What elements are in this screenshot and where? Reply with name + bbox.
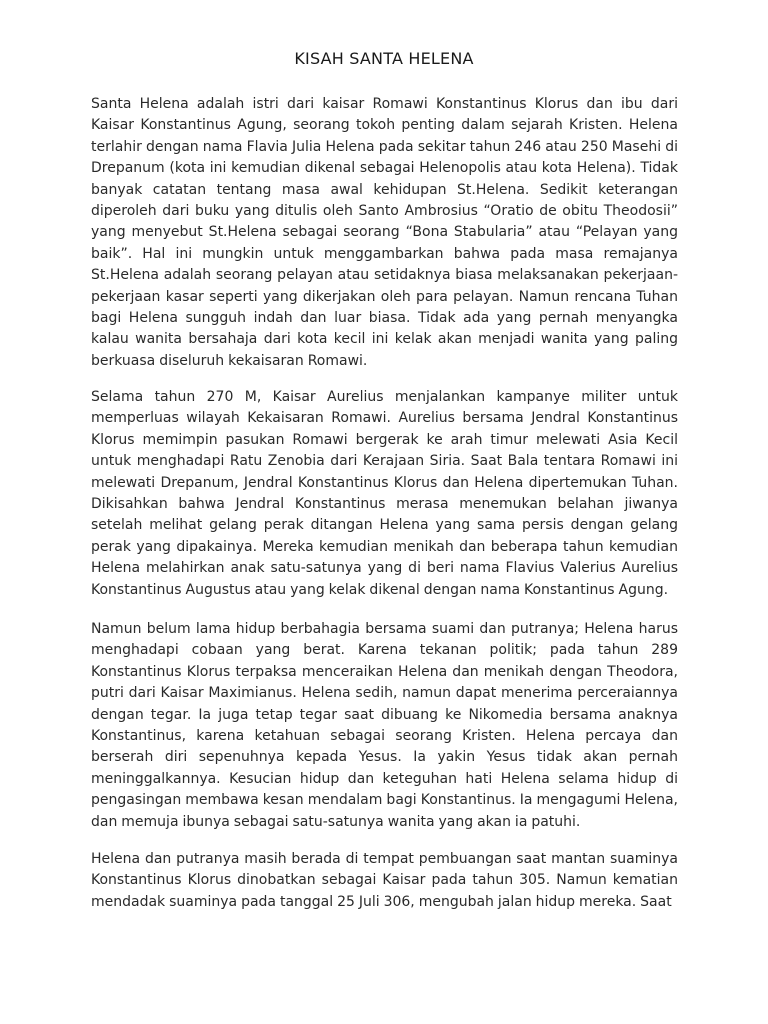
paragraph: Helena dan putranya masih berada di tempat pembuangan saat mantan suaminya Konstantinus Klorus dinobatkan sebagai Kaisar pada tahun 305. Namun kematian mendadak suaminya pada tanggal 25 Juli 306, mengubah jalan hidup mereka. Saat (91, 851, 678, 910)
paragraph: Santa Helena adalah istri dari kaisar Romawi Konstantinus Klorus dan ibu dari Kaisar Konstantinus Agung, seorang tokoh penting dalam sejarah Kristen. Helena terlahir dengan nama Flavia Julia Helena pada sekitar tahun 246 atau 250 Masehi di Drepanum (kota ini kemudian dikenal sebagai Helenopolis atau kota Helena). Tidak banyak catatan tentang masa awal kehidupan St.Helena. Sedikit keterangan diperoleh dari buku yang ditulis oleh Santo Ambrosius “Oratio de obitu Theodosii” yang menyebut St.Helena sebagai seorang “Bona Stabularia” atau “Pelayan yang baik”. Hal ini mungkin untuk menggambarkan bahwa pada masa remajanya St.Helena adalah seorang pelayan atau setidaknya biasa melaksanakan pekerjaan-pekerjaan kasar seperti yang dikerjakan oleh para pelayan. Namun rencana Tuhan bagi Helena sungguh indah dan luar biasa. Tidak ada yang pernah menyangka kalau wanita bersahaja dari kota kecil ini kelak akan menjadi wanita yang paling berkuasa diseluruh kekaisaran Romawi. (91, 96, 678, 369)
paragraph: Namun belum lama hidup berbahagia bersama suami dan putranya; Helena harus menghadapi cobaan yang berat. Karena tekanan politik; pada tahun 289 Konstantinus Klorus terpaksa menceraikan Helena dan menikah dengan Theodora, putri dari Kaisar Maximianus. Helena sedih, namun dapat menerima perceraiannya dengan tegar. Ia juga tetap tegar saat dibuang ke Nikomedia bersama anaknya Konstantinus, karena ketahuan sebagai seorang Kristen. Helena percaya dan berserah diri sepenuhnya kepada Yesus. Ia yakin Yesus tidak akan pernah meninggalkannya. Kesucian hidup dan keteguhan hati Helena selama hidup di pengasingan membawa kesan mendalam bagi Konstantinus. Ia mengagumi Helena, dan memuja ibunya sebagai satu-satunya wanita yang akan ia patuhi. (91, 621, 678, 830)
paragraph: Selama tahun 270 M, Kaisar Aurelius menjalankan kampanye militer untuk memperluas wilayah Kekaisaran Romawi. Aurelius bersama Jendral Konstantinus Klorus memimpin pasukan Romawi bergerak ke arah timur melewati Asia Kecil untuk menghadapi Ratu Zenobia dari Kerajaan Siria. Saat Bala tentara Romawi ini melewati Drepanum, Jendral Konstantinus Klorus dan Helena dipertemukan Tuhan. Dikisahkan bahwa Jendral Konstantinus merasa menemukan belahan jiwanya setelah melihat gelang perak ditangan Helena yang sama persis dengan gelang perak yang dipakainya. Mereka kemudian menikah dan beberapa tahun kemudian Helena melahirkan anak satu-satunya yang di beri nama Flavius Valerius Aurelius Konstantinus Augustus atau yang kelak dikenal dengan nama Konstantinus Agung. (91, 389, 678, 598)
page-title: KISAH SANTA HELENA (294, 49, 474, 68)
